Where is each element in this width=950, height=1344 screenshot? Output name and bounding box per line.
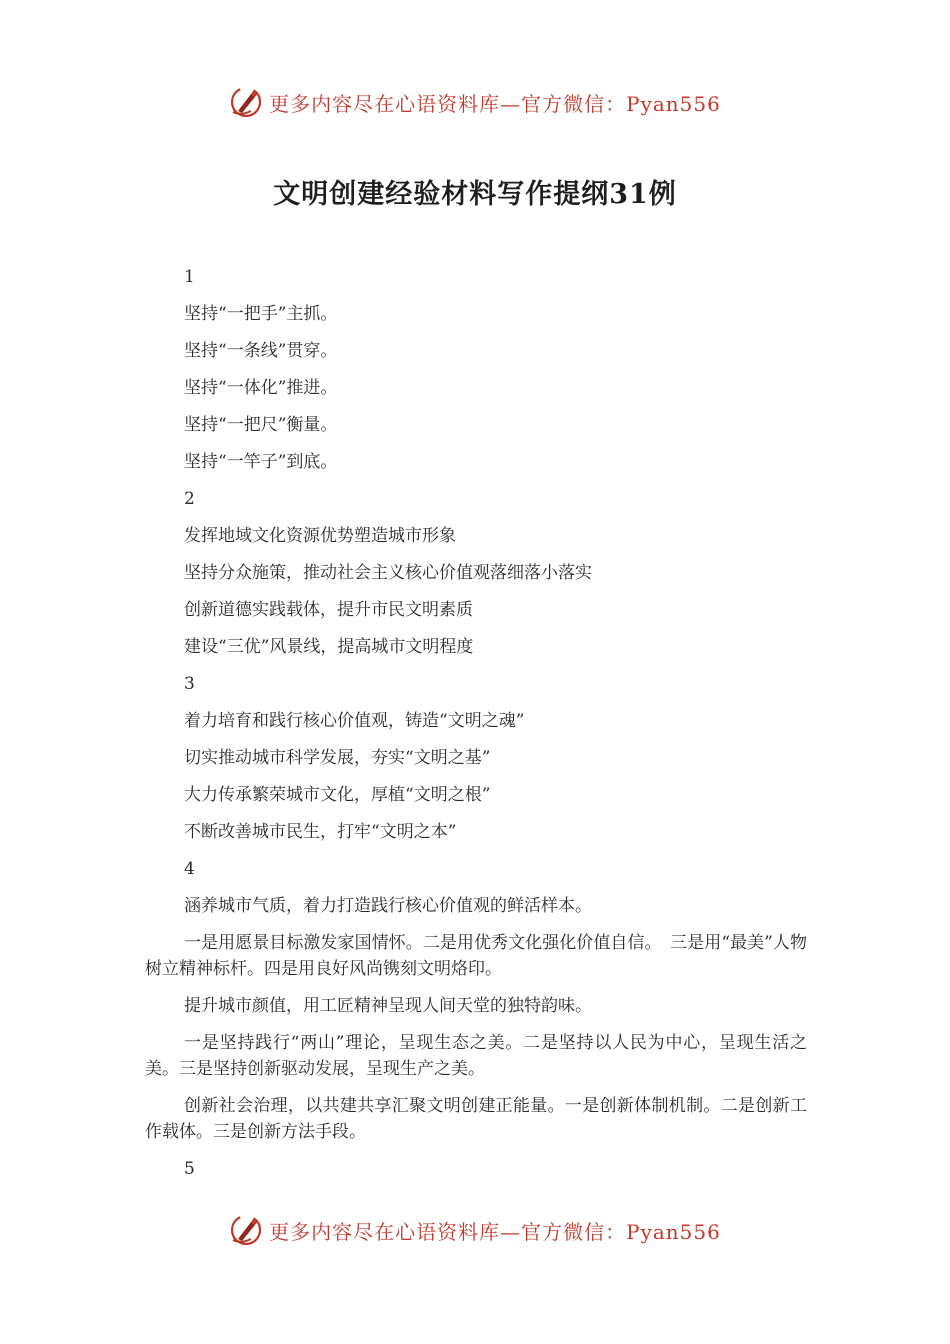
paragraph: 一是坚持践行“两山”理论，呈现生态之美。二是坚持以人民为中心，呈现生活之美。三是坚持创新驱动发展，呈现生产之美。 [145,1033,807,1079]
paragraph: 坚持“一把尺”衡量。 [184,415,338,435]
banner-text: 更多内容尽在心语资料库—官方微信：Pyan556 [269,91,721,116]
pen-nib-swirl-icon [229,84,265,120]
section-number: 3 [184,674,195,694]
banner-text: 更多内容尽在心语资料库—官方微信：Pyan556 [269,1219,721,1244]
paragraph: 创新社会治理，以共建共享汇聚文明创建正能量。一是创新体制机制。二是创新工作载体。三是创新方法手段。 [145,1096,807,1142]
paragraph: 坚持“一条线”贯穿。 [184,341,338,361]
footer-banner [0,1210,950,1250]
paragraph: 提升城市颜值，用工匠精神呈现人间天堂的独特韵味。 [184,996,592,1016]
paragraph: 坚持“一竿子”到底。 [184,452,338,472]
paragraph: 涵养城市气质，着力打造践行核心价值观的鲜活样本。 [184,896,592,916]
paragraph: 建设“三优”风景线，提高城市文明程度 [184,637,474,657]
section-number: 2 [184,489,195,509]
document-body [145,264,807,1193]
paragraph: 创新道德实践载体，提升市民文明素质 [184,600,473,620]
header-banner [0,82,950,122]
paragraph: 着力培育和践行核心价值观，铸造“文明之魂” [184,711,525,731]
paragraph: 坚持“一把手”主抓。 [184,304,338,324]
section-number: 1 [184,267,195,287]
paragraph: 发挥地域文化资源优势塑造城市形象 [184,526,456,546]
section-number: 4 [184,859,195,879]
pen-nib-swirl-icon [229,1212,265,1248]
paragraph: 大力传承繁荣城市文化，厚植“文明之根” [184,785,491,805]
paragraph: 一是用愿景目标激发家国情怀。二是用优秀文化强化价值自信。 三是用“最美”人物树立精神标杆。四是用良好风尚镌刻文明烙印。 [145,933,807,979]
paragraph: 不断改善城市民生，打牢“文明之本” [184,822,457,842]
paragraph: 坚持分众施策，推动社会主义核心价值观落细落小落实 [184,563,592,583]
document-title: 文明创建经验材料写作提纲31例 [273,179,677,210]
paragraph: 切实推动城市科学发展，夯实“文明之基” [184,748,491,768]
section-number: 5 [184,1159,195,1179]
paragraph: 坚持“一体化”推进。 [184,378,338,398]
